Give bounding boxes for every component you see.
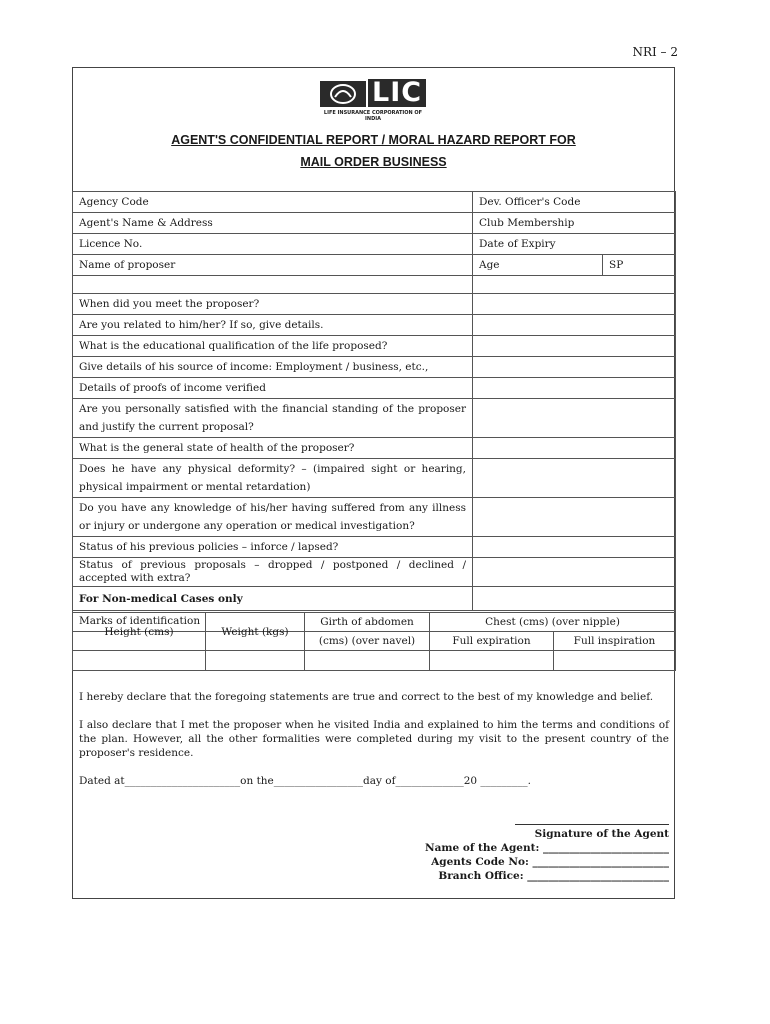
agent-name-address-field[interactable]: Agent's Name & Address [73, 213, 473, 234]
question-11: Status of previous proposals – dropped / postponed / declined / accepted with extra? [73, 558, 473, 587]
weight-value[interactable] [206, 651, 305, 671]
full-inspiration-header: Full inspiration [554, 632, 676, 651]
weight-header: Weight (kgs) [206, 613, 305, 651]
full-expiration-value[interactable] [430, 651, 554, 671]
signature-line[interactable] [515, 824, 669, 825]
dated-line[interactable]: Dated at______________________on the_________________day of_____________20 _________. [79, 775, 532, 787]
answer-2[interactable] [473, 315, 676, 336]
blank-answer[interactable] [473, 276, 676, 294]
declaration-2: I also declare that I met the proposer when he visited India and explained to him the terms and conditions of the plan. However, all the other formalities were completed during my visit to the present country of the proposer's residence. [79, 719, 669, 759]
question-5: Details of proofs of income verified [73, 378, 473, 399]
question-1: When did you meet the proposer? [73, 294, 473, 315]
logo-text: LIC [368, 79, 426, 107]
blank-row [73, 276, 473, 294]
answer-8[interactable] [473, 459, 676, 498]
answer-9[interactable] [473, 498, 676, 537]
report-table [72, 191, 676, 632]
form-title-line2: MAIL ORDER BUSINESS [300, 155, 447, 169]
measurements-table [72, 612, 676, 671]
girth-header-line1: Girth of abdomen [305, 613, 430, 632]
question-3: What is the educational qualification of the life proposed? [73, 336, 473, 357]
form-title-line1: AGENT'S CONFIDENTIAL REPORT / MORAL HAZARD REPORT FOR [171, 133, 576, 147]
lic-logo [320, 77, 426, 122]
declaration-1: I hereby declare that the foregoing statements are true and correct to the best of my knowledge and belief. [79, 691, 654, 703]
date-of-expiry-field[interactable]: Date of Expiry [473, 234, 676, 255]
question-9: Do you have any knowledge of his/her having suffered from any illness or injury or undergone any operation or medical investigation? [73, 498, 473, 537]
document-code: NRI – 2 [632, 45, 678, 59]
chest-header: Chest (cms) (over nipple) [430, 613, 676, 632]
answer-3[interactable] [473, 336, 676, 357]
answer-5[interactable] [473, 378, 676, 399]
logo-subtitle: LIFE INSURANCE CORPORATION OF INDIA [323, 110, 423, 122]
girth-header-line2: (cms) (over navel) [305, 632, 430, 651]
answer-6[interactable] [473, 399, 676, 438]
branch-office-field[interactable]: Branch Office: ___________________________ [438, 870, 669, 882]
age-field[interactable]: Age [473, 255, 603, 276]
question-10: Status of his previous policies – inforce / lapsed? [73, 537, 473, 558]
question-6: Are you personally satisfied with the financial standing of the proposer and justify the current proposal? [73, 399, 473, 438]
agency-code-field[interactable]: Agency Code [73, 192, 473, 213]
answer-1[interactable] [473, 294, 676, 315]
question-7: What is the general state of health of the proposer? [73, 438, 473, 459]
name-of-agent-field[interactable]: Name of the Agent: ________________________ [424, 842, 669, 854]
agents-code-field[interactable]: Agents Code No: __________________________ [431, 856, 669, 868]
answer-7[interactable] [473, 438, 676, 459]
girth-value[interactable] [305, 651, 430, 671]
answer-4[interactable] [473, 357, 676, 378]
lic-emblem-icon [320, 81, 366, 107]
answer-11[interactable] [473, 558, 676, 587]
full-expiration-header: Full expiration [430, 632, 554, 651]
answer-10[interactable] [473, 537, 676, 558]
question-8: Does he have any physical deformity? – (impaired sight or hearing, physical impairment or mental retardation) [73, 459, 473, 498]
sp-field[interactable]: SP [603, 255, 676, 276]
height-header: Height (cms) [73, 613, 206, 651]
non-medical-answer[interactable] [473, 587, 676, 611]
signature-label: Signature of the Agent [534, 828, 669, 840]
dev-officer-code-field[interactable]: Dev. Officer's Code [473, 192, 676, 213]
marks-of-identification-field[interactable]: Marks of identification [73, 611, 676, 632]
question-4: Give details of his source of income: Employment / business, etc., [73, 357, 473, 378]
full-inspiration-value[interactable] [554, 651, 676, 671]
licence-no-field[interactable]: Licence No. [73, 234, 473, 255]
non-medical-heading: For Non-medical Cases only [73, 587, 473, 611]
height-value[interactable] [73, 651, 206, 671]
name-of-proposer-field[interactable]: Name of proposer [73, 255, 473, 276]
question-2: Are you related to him/her? If so, give details. [73, 315, 473, 336]
club-membership-field[interactable]: Club Membership [473, 213, 676, 234]
